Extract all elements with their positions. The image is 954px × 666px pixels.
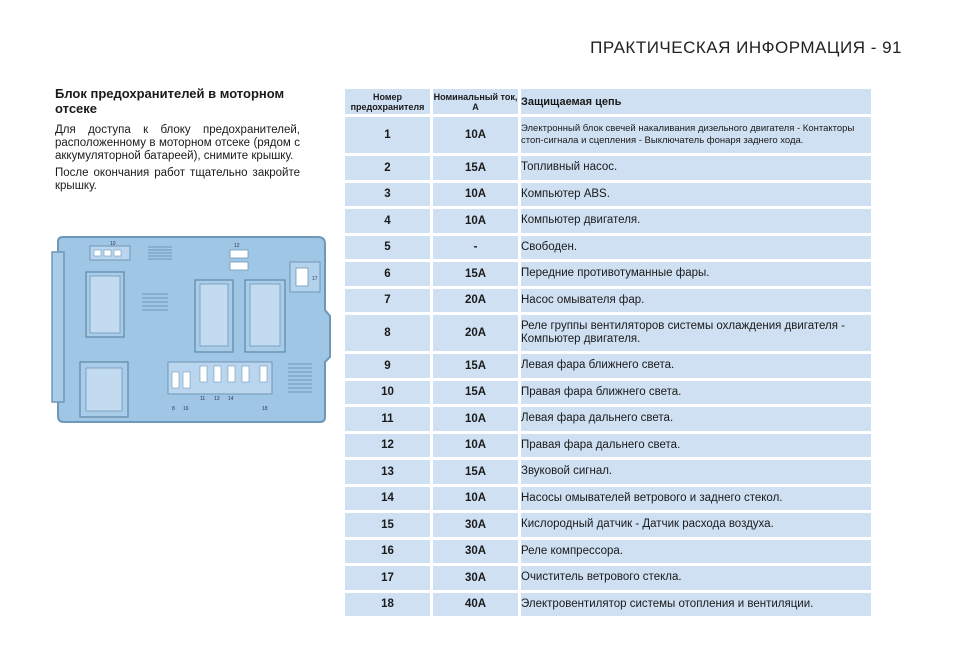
table-row <box>345 407 871 431</box>
fuse-number: 11 <box>345 407 430 431</box>
header-fuse-number: Номер предохранителя <box>345 89 430 114</box>
label-18: 18 <box>262 406 268 412</box>
fuse-number: 3 <box>345 183 430 207</box>
fuse-number: 18 <box>345 593 430 617</box>
fuse-current: 15A <box>433 354 518 378</box>
label-8: 8 <box>172 406 175 412</box>
table-row <box>345 236 871 260</box>
fuse-circuit: Компьютер ABS. <box>521 183 871 207</box>
table-row <box>345 513 871 537</box>
fuse-current: 40A <box>433 593 518 617</box>
section-title: Блок предохранителей в моторном отсеке <box>55 86 285 116</box>
fuse-number: 16 <box>345 540 430 564</box>
table-row <box>345 289 871 313</box>
table-row <box>345 209 871 233</box>
fuse-current: 15A <box>433 460 518 484</box>
fuse-number: 13 <box>345 460 430 484</box>
fuse-current: 30A <box>433 513 518 537</box>
fuse-number: 14 <box>345 487 430 511</box>
fuse-number: 5 <box>345 236 430 260</box>
table-row <box>345 460 871 484</box>
fuse-circuit: Реле группы вентиляторов системы охлаждения двигателя - Компьютер двигателя. <box>521 315 871 351</box>
fuse-current: 10A <box>433 487 518 511</box>
fuse-circuit: Компьютер двигателя. <box>521 209 871 233</box>
table-row <box>345 354 871 378</box>
instructions <box>55 86 300 197</box>
fuse-current: 30A <box>433 566 518 590</box>
fuse-current: 10A <box>433 407 518 431</box>
fuse-circuit: Передние противотуманные фары. <box>521 262 871 286</box>
fuse-current: 30A <box>433 540 518 564</box>
fuse-circuit: Левая фара дальнего света. <box>521 407 871 431</box>
fuse-number: 1 <box>345 117 430 153</box>
label-11: 11 <box>200 396 206 402</box>
fuse-circuit: Очиститель ветрового стекла. <box>521 566 871 590</box>
fuse-number: 8 <box>345 315 430 351</box>
fuse-number: 15 <box>345 513 430 537</box>
fuse-current: 10A <box>433 434 518 458</box>
table-row <box>345 381 871 405</box>
fuse-current: 10A <box>433 183 518 207</box>
fuse-circuit: Звуковой сигнал. <box>521 460 871 484</box>
table-row <box>345 434 871 458</box>
fuse-current: 15A <box>433 262 518 286</box>
instruction-close: После окончания работ тщательно закройте крышку. <box>55 167 300 192</box>
table-row <box>345 262 871 286</box>
label-13: 13 <box>214 396 220 402</box>
table-row <box>345 156 871 180</box>
table-row <box>345 183 871 207</box>
instruction-access: Для доступа к блоку предохранителей, расположенному в моторном отсеке (рядом с аккумуляторной батареей), снимите крышку. <box>55 124 300 162</box>
table-row <box>345 117 871 153</box>
fuse-number: 6 <box>345 262 430 286</box>
fuse-table <box>342 86 874 619</box>
fuse-circuit: Насос омывателя фар. <box>521 289 871 313</box>
fuse-current: 20A <box>433 315 518 351</box>
fuse-current: 15A <box>433 156 518 180</box>
fuse-number: 12 <box>345 434 430 458</box>
fuse-number: 9 <box>345 354 430 378</box>
fuse-circuit: Правая фара ближнего света. <box>521 381 871 405</box>
fuse-number: 10 <box>345 381 430 405</box>
fuse-circuit: Левая фара ближнего света. <box>521 354 871 378</box>
fuse-circuit: Правая фара дальнего света. <box>521 434 871 458</box>
label-17: 17 <box>312 276 318 282</box>
fuse-circuit: Свободен. <box>521 236 871 260</box>
fuse-circuit: Электровентилятор системы отопления и вентиляции. <box>521 593 871 617</box>
table-row <box>345 566 871 590</box>
fuse-current: - <box>433 236 518 260</box>
fuse-number: 7 <box>345 289 430 313</box>
header-protected-circuit: Защищаемая цепь <box>521 89 871 114</box>
fuse-circuit: Реле компрессора. <box>521 540 871 564</box>
table-row <box>345 540 871 564</box>
fuse-circuit: Кислородный датчик - Датчик расхода воздуха. <box>521 513 871 537</box>
fuse-number: 2 <box>345 156 430 180</box>
fuse-current: 10A <box>433 117 518 153</box>
fuse-number: 17 <box>345 566 430 590</box>
fuse-box-diagram <box>50 232 332 424</box>
fuse-circuit: Электронный блок свечей накаливания дизельного двигателя - Контакторы стоп-сигнала и сцепления - Выключатель фонаря заднего хода. <box>521 117 871 153</box>
label-12: 12 <box>234 243 240 249</box>
header-rated-current: Номинальный ток, А <box>433 89 518 114</box>
fuse-circuit: Насосы омывателей ветрового и заднего стекол. <box>521 487 871 511</box>
table-row <box>345 487 871 511</box>
fuse-current: 15A <box>433 381 518 405</box>
fuse-current: 10A <box>433 209 518 233</box>
fuse-current: 20A <box>433 289 518 313</box>
fuse-circuit: Топливный насос. <box>521 156 871 180</box>
table-row <box>345 593 871 617</box>
table-row <box>345 315 871 351</box>
fuse-number: 4 <box>345 209 430 233</box>
label-14: 14 <box>228 396 234 402</box>
label-10: 10 <box>110 241 116 247</box>
page-header: ПРАКТИЧЕСКАЯ ИНФОРМАЦИЯ - 91 <box>590 38 902 57</box>
label-16: 16 <box>183 406 189 412</box>
